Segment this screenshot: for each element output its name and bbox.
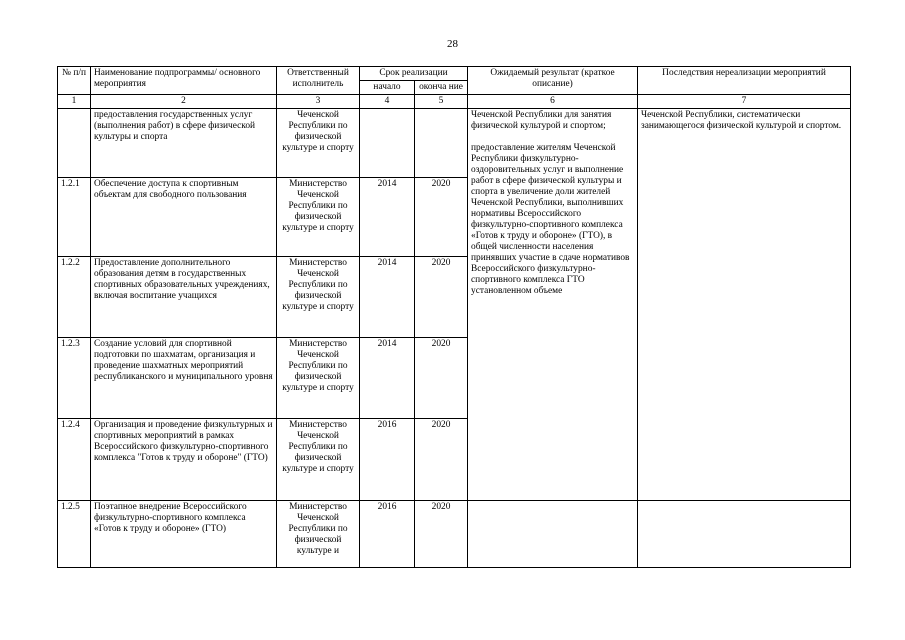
page-number: 28 [447, 38, 458, 50]
row-responsible: Министерство Чеченской Республики по физической культуре и спорту [277, 419, 360, 501]
row-start [360, 109, 415, 178]
row-num: 1.2.4 [58, 419, 91, 501]
events-table [57, 66, 851, 568]
row-num: 1.2.5 [58, 501, 91, 568]
row-start: 2014 [360, 178, 415, 257]
row-name: Предоставление дополнительного образования детям в государственных спортивных образовательных учреждениях, включая воспитание учащихся [91, 257, 277, 338]
header-period: Срок реализации [360, 67, 468, 81]
row-num: 1.2.2 [58, 257, 91, 338]
row-end [415, 109, 468, 178]
row-end: 2020 [415, 178, 468, 257]
table-row [58, 501, 851, 568]
column-number: 5 [415, 95, 468, 109]
row-responsible: Министерство Чеченской Республики по физической культуре и спорту [277, 178, 360, 257]
header-row [58, 67, 851, 81]
header-result: Ожидаемый результат (краткое описание) [468, 67, 638, 95]
expected-result-cell [468, 109, 638, 501]
row-name: Организация и проведение физкультурных и спортивных мероприятий в рамках Всероссийского физкультурно-спортивного комплекса "Готов к труду и обороне" (ГТО) [91, 419, 277, 501]
row-name: Создание условий для спортивной подготовки по шахматам, организация и проведение шахматных мероприятий республиканского и муниципального уровня [91, 338, 277, 419]
row-responsible: Министерство Чеченской Республики по физической культуре и спорту [277, 338, 360, 419]
header-end: оконча ние [415, 81, 468, 95]
expected-result-empty [468, 501, 638, 568]
row-responsible: Министерство Чеченской Республики по физической культуре и [277, 501, 360, 568]
header-start: начало [360, 81, 415, 95]
row-end: 2020 [415, 257, 468, 338]
header-num: № п/п [58, 67, 91, 95]
header-consequences: Последствия нереализации мероприятий [638, 67, 851, 95]
row-responsible: Чеченской Республики по физической культуре и спорту [277, 109, 360, 178]
row-end: 2020 [415, 419, 468, 501]
consequences-empty [638, 501, 851, 568]
column-number: 3 [277, 95, 360, 109]
row-start: 2014 [360, 257, 415, 338]
row-start: 2014 [360, 338, 415, 419]
row-name: Обеспечение доступа к спортивным объектам для свободного пользования [91, 178, 277, 257]
expected-result-part1: Чеченской Республики для занятия физической культурой и спортом; [471, 110, 612, 131]
row-num [58, 109, 91, 178]
row-name: предоставления государственных услуг (выполнения работ) в сфере физической культуры и спорта [91, 109, 277, 178]
row-name: Поэтапное внедрение Всероссийского физкультурно-спортивного комплекса «Готов к труду и обороне» (ГТО) [91, 501, 277, 568]
row-num: 1.2.3 [58, 338, 91, 419]
column-number: 7 [638, 95, 851, 109]
header-name: Наименование подпрограммы/ основного мероприятия [91, 67, 277, 95]
row-start: 2016 [360, 419, 415, 501]
consequences-cell: Чеченской Республики, систематически занимающегося физической культурой и спортом. [638, 109, 851, 501]
column-number: 2 [91, 95, 277, 109]
row-end: 2020 [415, 501, 468, 568]
column-number: 1 [58, 95, 91, 109]
row-start: 2016 [360, 501, 415, 568]
column-numbers-row [58, 95, 851, 109]
row-responsible: Министерство Чеченской Республики по физической культуре и спорту [277, 257, 360, 338]
row-num: 1.2.1 [58, 178, 91, 257]
row-end: 2020 [415, 338, 468, 419]
header-responsible: Ответственный исполнитель [277, 67, 360, 95]
table-row [58, 109, 851, 178]
column-number: 6 [468, 95, 638, 109]
expected-result-part2: предоставление жителям Чеченской Республики физкультурно-оздоровительных услуг и выполнение работ в сфере физической культуры и спорта в увеличение доли жителей Чеченской Республики, выполнивших нормативы Всероссийского физкультурно-спортивного комплекса «Готов к труду и обороне» (ГТО), в общей численности населения принявших участие в сдаче нормативов Всероссийского физкультурно-спортивного комплекса ГТО установленном объеме [471, 143, 630, 296]
column-number: 4 [360, 95, 415, 109]
